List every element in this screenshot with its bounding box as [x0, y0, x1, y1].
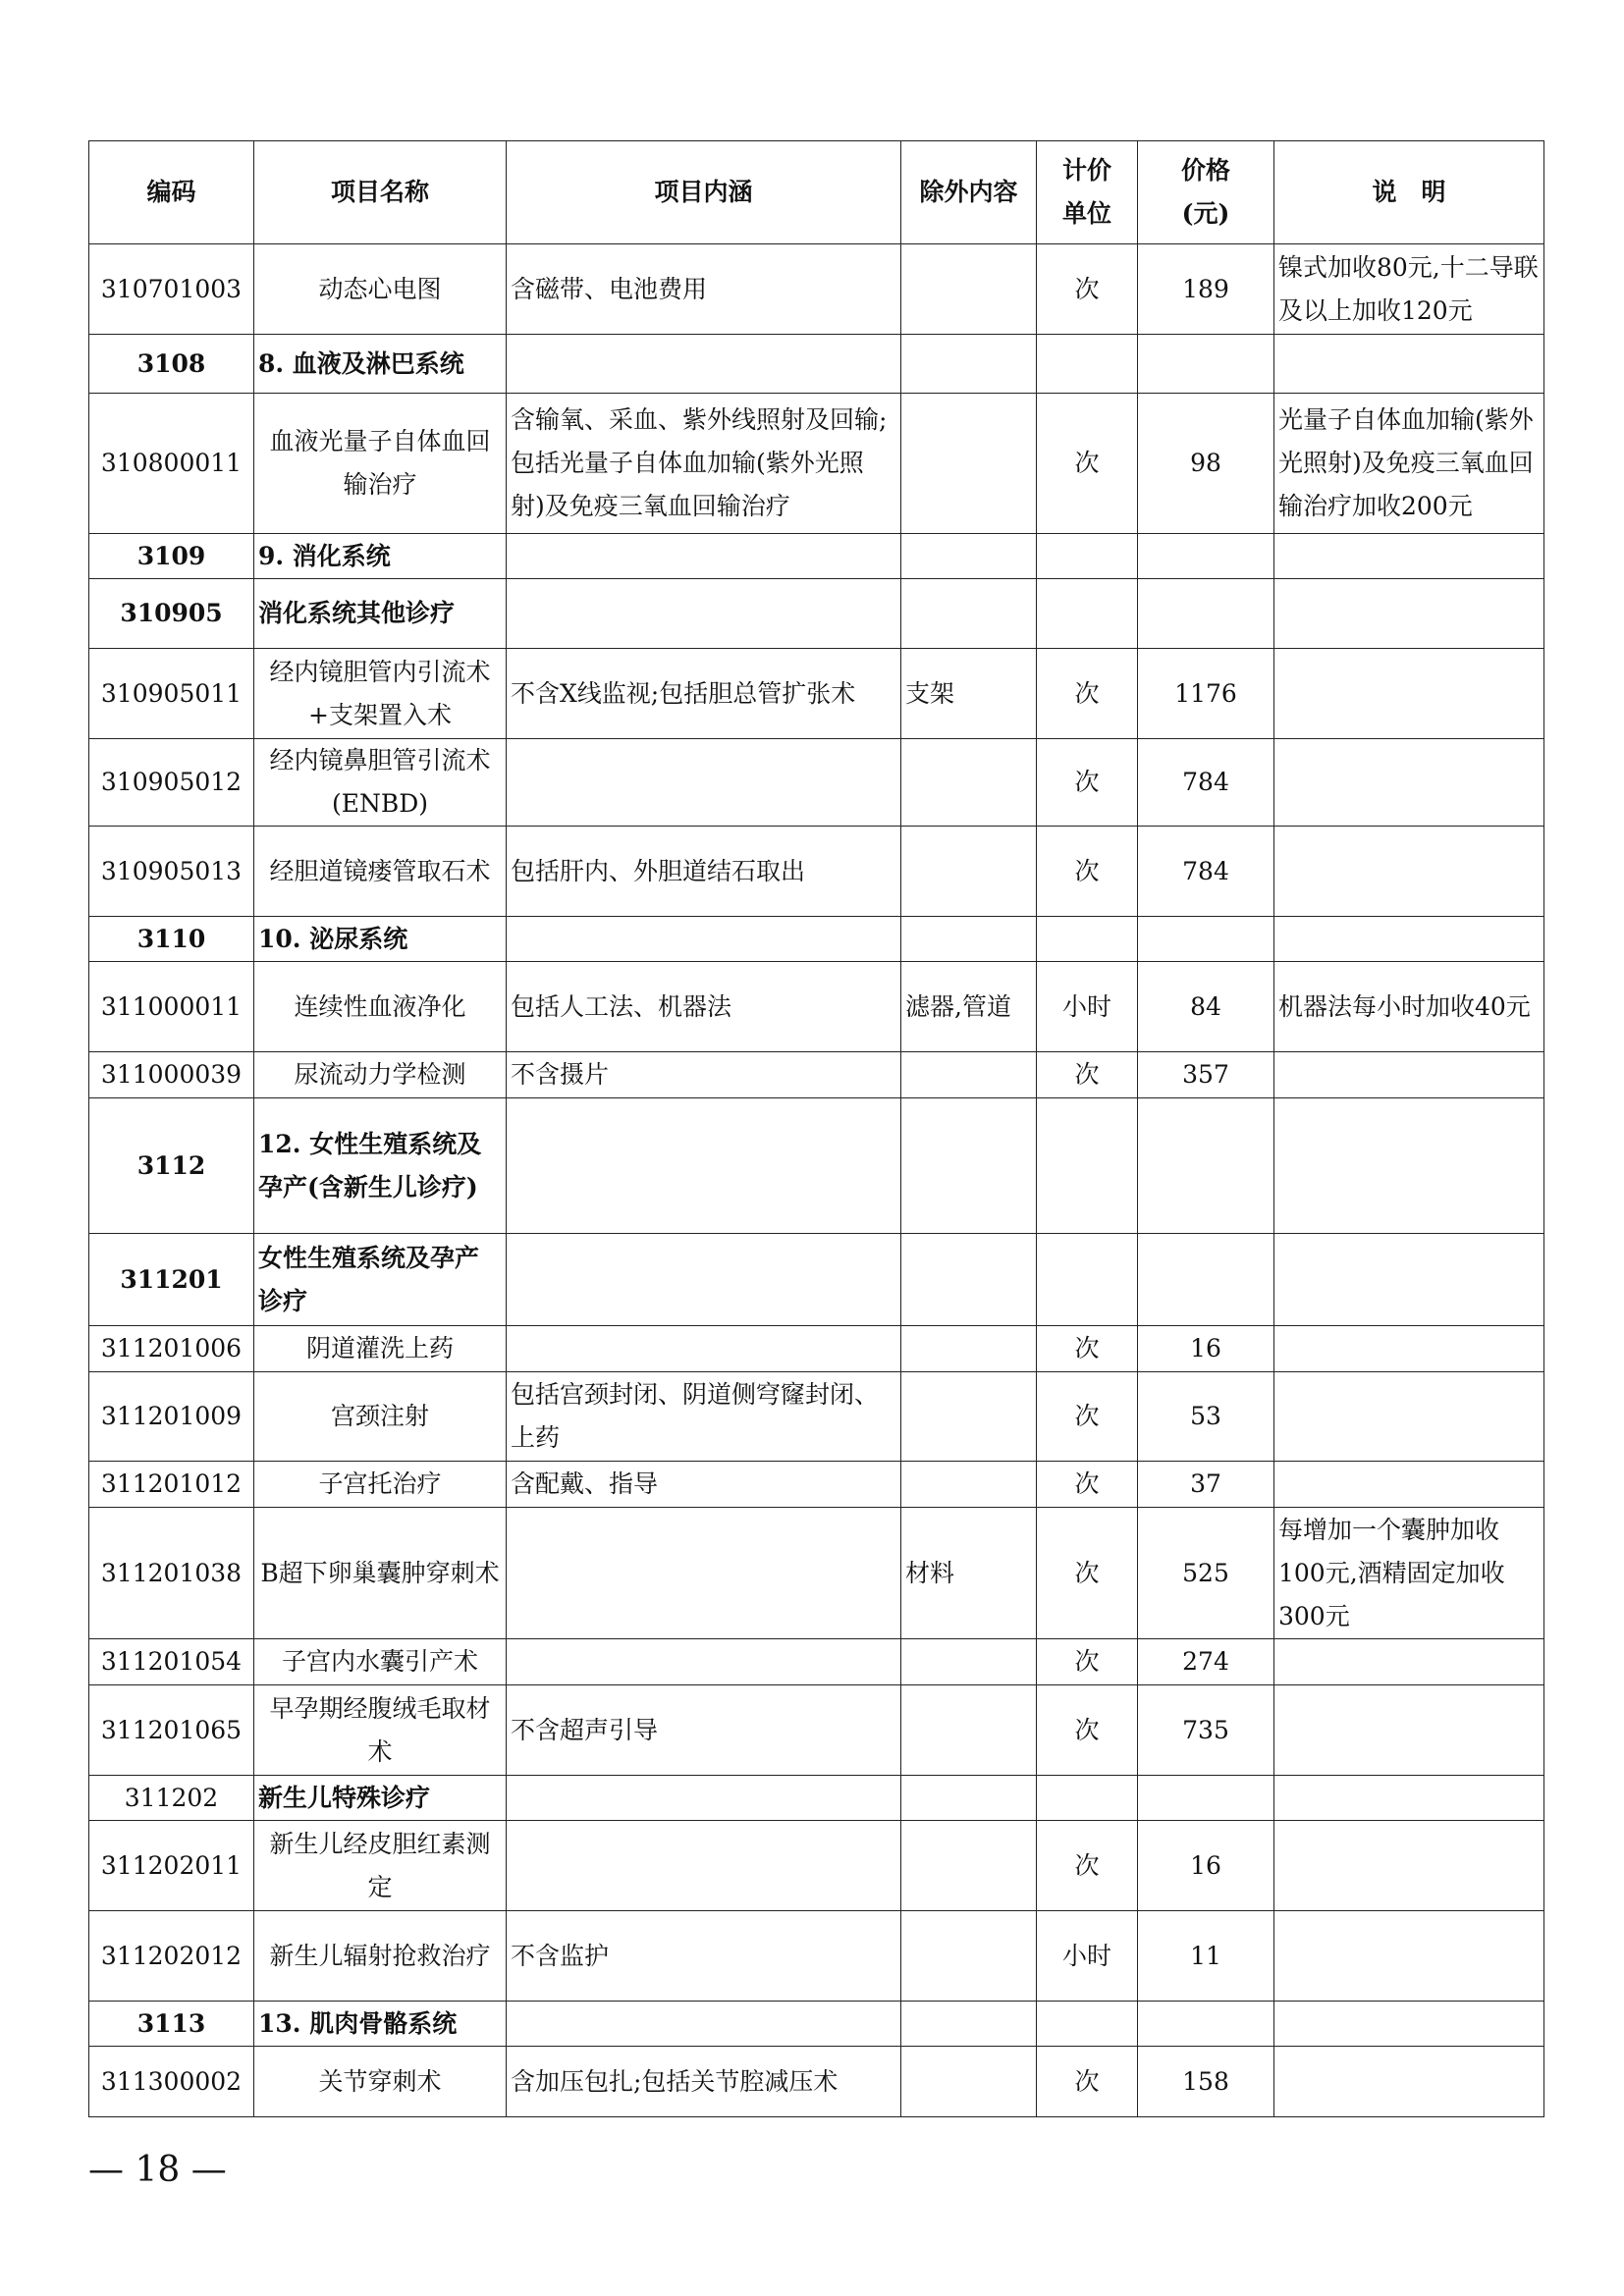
cell-notes — [1274, 1911, 1544, 2002]
cell-unit: 次 — [1037, 1508, 1138, 1639]
cell-content — [507, 534, 901, 579]
cell-price: 189 — [1138, 244, 1274, 335]
cell-code: 311201009 — [89, 1372, 254, 1462]
cell-exclusions — [901, 1821, 1037, 1911]
cell-unit: 次 — [1037, 1326, 1138, 1372]
section-row — [89, 917, 1544, 962]
cell-name: 连续性血液净化 — [254, 962, 507, 1052]
table-row — [89, 394, 1544, 534]
section-row — [89, 2002, 1544, 2047]
cell-price — [1138, 917, 1274, 962]
cell-price — [1138, 534, 1274, 579]
cell-code: 3109 — [89, 534, 254, 579]
cell-content — [507, 335, 901, 394]
cell-content — [507, 1326, 901, 1372]
table-row — [89, 1052, 1544, 1098]
cell-price: 158 — [1138, 2047, 1274, 2117]
cell-name: 子宫内水囊引产术 — [254, 1639, 507, 1685]
cell-content — [507, 917, 901, 962]
cell-exclusions — [901, 1052, 1037, 1098]
table-row — [89, 827, 1544, 917]
header-name: 项目名称 — [254, 141, 507, 244]
section-row — [89, 1776, 1544, 1821]
table-row — [89, 1685, 1544, 1776]
cell-unit: 小时 — [1037, 1911, 1138, 2002]
cell-notes — [1274, 1462, 1544, 1508]
cell-price: 84 — [1138, 962, 1274, 1052]
cell-notes — [1274, 1234, 1544, 1326]
cell-exclusions — [901, 1911, 1037, 2002]
header-unit: 计价单位 — [1037, 141, 1138, 244]
cell-price — [1138, 1776, 1274, 1821]
cell-notes — [1274, 534, 1544, 579]
cell-notes — [1274, 2047, 1544, 2117]
cell-code: 310905 — [89, 579, 254, 649]
cell-notes — [1274, 917, 1544, 962]
cell-notes — [1274, 1639, 1544, 1685]
cell-name: 9. 消化系统 — [254, 534, 507, 579]
cell-exclusions — [901, 1776, 1037, 1821]
cell-exclusions — [901, 1372, 1037, 1462]
cell-price: 784 — [1138, 827, 1274, 917]
cell-exclusions — [901, 2002, 1037, 2047]
table-row — [89, 244, 1544, 335]
cell-unit: 次 — [1037, 1685, 1138, 1776]
cell-exclusions — [901, 579, 1037, 649]
cell-code: 311000039 — [89, 1052, 254, 1098]
cell-price — [1138, 2002, 1274, 2047]
cell-name: 10. 泌尿系统 — [254, 917, 507, 962]
header-exclusions: 除外内容 — [901, 141, 1037, 244]
cell-price: 16 — [1138, 1821, 1274, 1911]
cell-name: 经内镜胆管内引流术+支架置入术 — [254, 649, 507, 739]
cell-notes: 机器法每小时加收40元 — [1274, 962, 1544, 1052]
cell-code: 310905012 — [89, 739, 254, 827]
cell-name: 8. 血液及淋巴系统 — [254, 335, 507, 394]
cell-name: 12. 女性生殖系统及孕产(含新生儿诊疗) — [254, 1098, 507, 1234]
cell-code: 311201038 — [89, 1508, 254, 1639]
cell-name: 新生儿特殊诊疗 — [254, 1776, 507, 1821]
cell-notes — [1274, 739, 1544, 827]
cell-notes: 光量子自体血加输(紫外光照射)及免疫三氧血回输治疗加收200元 — [1274, 394, 1544, 534]
cell-exclusions — [901, 394, 1037, 534]
cell-content — [507, 2002, 901, 2047]
cell-content — [507, 1098, 901, 1234]
cell-code: 311201012 — [89, 1462, 254, 1508]
cell-code: 311201065 — [89, 1685, 254, 1776]
cell-exclusions — [901, 1234, 1037, 1326]
section-row — [89, 335, 1544, 394]
header-price: 价格(元) — [1138, 141, 1274, 244]
cell-content: 包括宫颈封闭、阴道侧穹窿封闭、上药 — [507, 1372, 901, 1462]
cell-price: 525 — [1138, 1508, 1274, 1639]
cell-unit — [1037, 534, 1138, 579]
cell-unit: 次 — [1037, 649, 1138, 739]
cell-price — [1138, 335, 1274, 394]
cell-code: 311000011 — [89, 962, 254, 1052]
cell-unit — [1037, 2002, 1138, 2047]
table-row — [89, 2047, 1544, 2117]
table-row — [89, 1462, 1544, 1508]
cell-price — [1138, 1234, 1274, 1326]
cell-price — [1138, 579, 1274, 649]
cell-name: 经胆道镜瘘管取石术 — [254, 827, 507, 917]
cell-notes — [1274, 335, 1544, 394]
section-row — [89, 1234, 1544, 1326]
header-content: 项目内涵 — [507, 141, 901, 244]
cell-notes — [1274, 1776, 1544, 1821]
cell-exclusions — [901, 534, 1037, 579]
cell-unit: 次 — [1037, 1372, 1138, 1462]
cell-price: 784 — [1138, 739, 1274, 827]
page-number: — 18 — — [88, 2150, 227, 2190]
cell-content: 含配戴、指导 — [507, 1462, 901, 1508]
cell-code: 310905011 — [89, 649, 254, 739]
cell-price: 11 — [1138, 1911, 1274, 2002]
cell-name: 尿流动力学检测 — [254, 1052, 507, 1098]
cell-content: 含输氧、采血、紫外线照射及回输;包括光量子自体血加输(紫外光照射)及免疫三氧血回输治疗 — [507, 394, 901, 534]
cell-exclusions — [901, 1098, 1037, 1234]
cell-code: 310905013 — [89, 827, 254, 917]
cell-price: 37 — [1138, 1462, 1274, 1508]
cell-notes — [1274, 2002, 1544, 2047]
cell-code: 310800011 — [89, 394, 254, 534]
section-row — [89, 579, 1544, 649]
cell-exclusions — [901, 917, 1037, 962]
cell-exclusions — [901, 244, 1037, 335]
cell-code: 3108 — [89, 335, 254, 394]
cell-content — [507, 1234, 901, 1326]
cell-name: 关节穿刺术 — [254, 2047, 507, 2117]
cell-code: 311202 — [89, 1776, 254, 1821]
cell-exclusions — [901, 739, 1037, 827]
cell-code: 311201006 — [89, 1326, 254, 1372]
cell-notes — [1274, 1326, 1544, 1372]
cell-unit — [1037, 579, 1138, 649]
cell-content — [507, 579, 901, 649]
cell-name: 血液光量子自体血回输治疗 — [254, 394, 507, 534]
cell-code: 3110 — [89, 917, 254, 962]
cell-exclusions: 支架 — [901, 649, 1037, 739]
cell-name: 新生儿经皮胆红素测定 — [254, 1821, 507, 1911]
cell-code: 311201054 — [89, 1639, 254, 1685]
cell-code: 311201 — [89, 1234, 254, 1326]
table-row — [89, 962, 1544, 1052]
cell-exclusions — [901, 827, 1037, 917]
cell-code: 3112 — [89, 1098, 254, 1234]
cell-notes — [1274, 1098, 1544, 1234]
cell-notes — [1274, 827, 1544, 917]
cell-unit: 次 — [1037, 394, 1138, 534]
cell-exclusions: 滤器,管道 — [901, 962, 1037, 1052]
cell-name: 早孕期经腹绒毛取材术 — [254, 1685, 507, 1776]
cell-price: 1176 — [1138, 649, 1274, 739]
cell-price: 274 — [1138, 1639, 1274, 1685]
cell-notes: 每增加一个囊肿加收100元,酒精固定加收300元 — [1274, 1508, 1544, 1639]
cell-content: 不含摄片 — [507, 1052, 901, 1098]
cell-price: 98 — [1138, 394, 1274, 534]
cell-code: 310701003 — [89, 244, 254, 335]
cell-notes — [1274, 1052, 1544, 1098]
cell-content — [507, 1508, 901, 1639]
cell-content — [507, 1776, 901, 1821]
cell-unit: 次 — [1037, 2047, 1138, 2117]
cell-code: 311202011 — [89, 1821, 254, 1911]
cell-unit: 小时 — [1037, 962, 1138, 1052]
cell-name: 子宫托治疗 — [254, 1462, 507, 1508]
cell-price: 16 — [1138, 1326, 1274, 1372]
cell-name: 宫颈注射 — [254, 1372, 507, 1462]
cell-unit: 次 — [1037, 1462, 1138, 1508]
cell-notes — [1274, 1685, 1544, 1776]
table-row — [89, 1911, 1544, 2002]
cell-code: 311202012 — [89, 1911, 254, 2002]
table-row — [89, 1326, 1544, 1372]
cell-unit: 次 — [1037, 827, 1138, 917]
cell-exclusions — [901, 1326, 1037, 1372]
cell-name: 新生儿辐射抢救治疗 — [254, 1911, 507, 2002]
cell-content: 含磁带、电池费用 — [507, 244, 901, 335]
cell-price: 735 — [1138, 1685, 1274, 1776]
cell-exclusions — [901, 1462, 1037, 1508]
table-row — [89, 1508, 1544, 1639]
cell-content — [507, 739, 901, 827]
cell-unit — [1037, 1776, 1138, 1821]
cell-notes — [1274, 579, 1544, 649]
cell-unit: 次 — [1037, 244, 1138, 335]
cell-unit: 次 — [1037, 739, 1138, 827]
header-code: 编码 — [89, 141, 254, 244]
section-row — [89, 1098, 1544, 1234]
table-row — [89, 1372, 1544, 1462]
cell-unit: 次 — [1037, 1821, 1138, 1911]
cell-notes — [1274, 649, 1544, 739]
cell-content: 不含X线监视;包括胆总管扩张术 — [507, 649, 901, 739]
cell-content: 包括人工法、机器法 — [507, 962, 901, 1052]
cell-notes — [1274, 1821, 1544, 1911]
cell-exclusions: 材料 — [901, 1508, 1037, 1639]
table-row — [89, 739, 1544, 827]
cell-unit — [1037, 1098, 1138, 1234]
cell-exclusions — [901, 1639, 1037, 1685]
cell-name: 阴道灌洗上药 — [254, 1326, 507, 1372]
header-notes: 说 明 — [1274, 141, 1544, 244]
cell-name: 13. 肌肉骨骼系统 — [254, 2002, 507, 2047]
cell-content: 包括肝内、外胆道结石取出 — [507, 827, 901, 917]
cell-unit: 次 — [1037, 1052, 1138, 1098]
cell-content: 含加压包扎;包括关节腔减压术 — [507, 2047, 901, 2117]
cell-price: 53 — [1138, 1372, 1274, 1462]
cell-name: 经内镜鼻胆管引流术(ENBD) — [254, 739, 507, 827]
cell-exclusions — [901, 2047, 1037, 2117]
cell-content — [507, 1639, 901, 1685]
cell-name: 动态心电图 — [254, 244, 507, 335]
cell-notes — [1274, 1372, 1544, 1462]
table-row — [89, 649, 1544, 739]
cell-unit — [1037, 1234, 1138, 1326]
table-row — [89, 1639, 1544, 1685]
header-row — [89, 141, 1544, 244]
cell-name: 女性生殖系统及孕产诊疗 — [254, 1234, 507, 1326]
cell-content: 不含监护 — [507, 1911, 901, 2002]
section-row — [89, 534, 1544, 579]
cell-notes: 镍式加收80元,十二导联及以上加收120元 — [1274, 244, 1544, 335]
cell-unit — [1037, 917, 1138, 962]
cell-content — [507, 1821, 901, 1911]
cell-name: 消化系统其他诊疗 — [254, 579, 507, 649]
cell-exclusions — [901, 1685, 1037, 1776]
cell-unit: 次 — [1037, 1639, 1138, 1685]
cell-name: B超下卵巢囊肿穿刺术 — [254, 1508, 507, 1639]
cell-price: 357 — [1138, 1052, 1274, 1098]
price-table — [88, 140, 1544, 2117]
cell-content: 不含超声引导 — [507, 1685, 901, 1776]
cell-unit — [1037, 335, 1138, 394]
cell-exclusions — [901, 335, 1037, 394]
table-row — [89, 1821, 1544, 1911]
cell-price — [1138, 1098, 1274, 1234]
cell-code: 311300002 — [89, 2047, 254, 2117]
cell-code: 3113 — [89, 2002, 254, 2047]
